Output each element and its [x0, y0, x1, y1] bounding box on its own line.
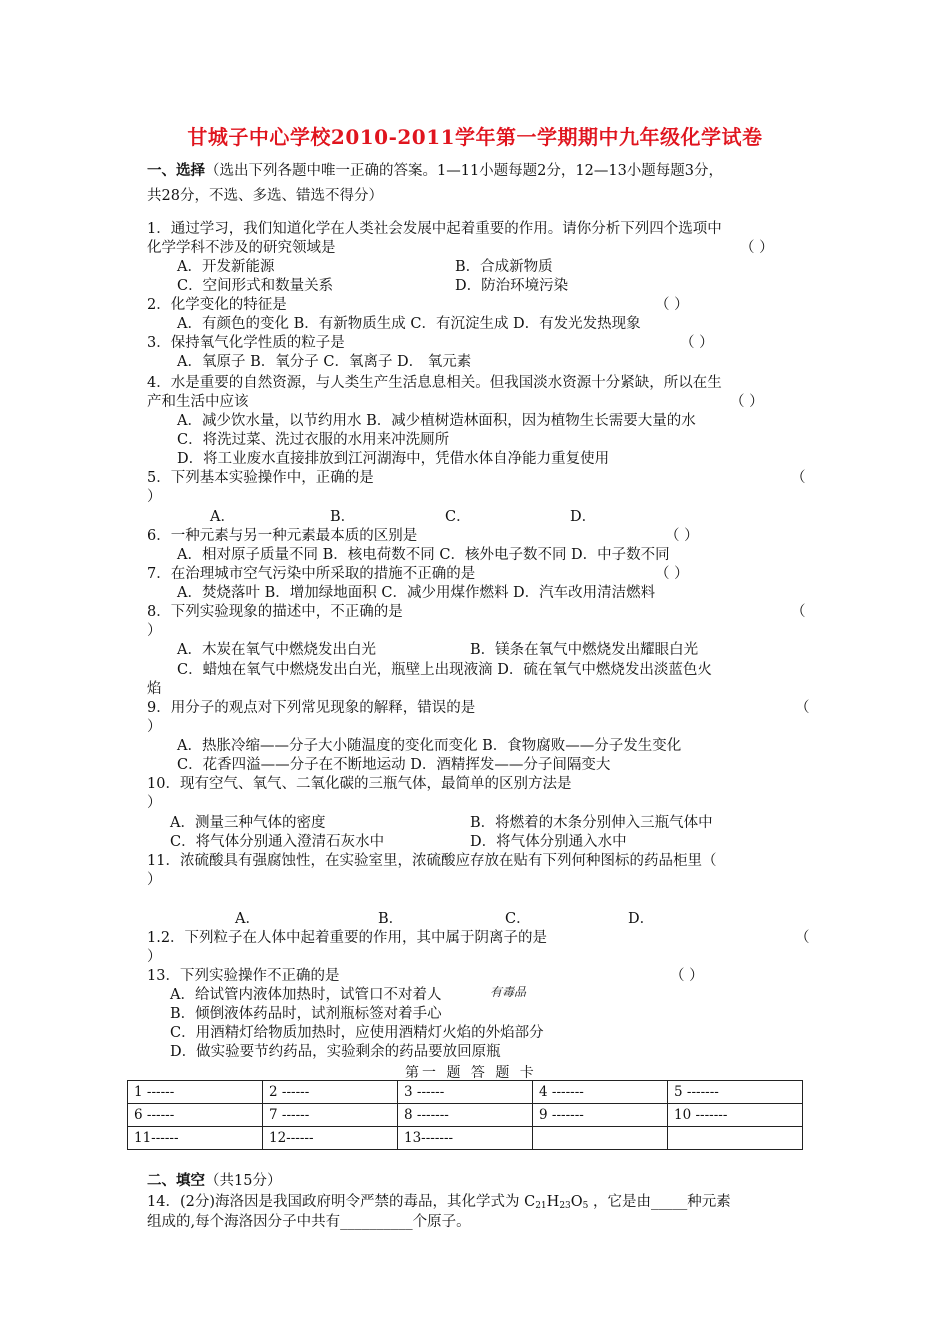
q2-options: A．有颜色的变化 B．有新物质生成 C．有沉淀生成 D．有发光发热现象 [177, 316, 641, 332]
q8-bracket-open: （ [791, 604, 806, 620]
section2-heading: 二、填空 [147, 1172, 205, 1189]
q5-option-d: D． [570, 509, 597, 525]
q8-options-cd-2: 焰 [147, 681, 162, 697]
q7-bracket: （ ） [655, 566, 689, 582]
q11-stem: 11．浓硫酸具有强腐蚀性，在实验室里，浓硫酸应存放在贴有下列何种图标的药品柜里（ [147, 853, 717, 869]
q9-stem: 9．用分子的观点对下列常见现象的解释，错误的是 [147, 700, 476, 716]
q10-option-c: C．将气体分别通入澄清石灰水中 [170, 834, 385, 850]
q1-option-c: C．空间形式和数量关系 [177, 278, 334, 294]
q13-option-b: B．倾倒液体药品时，试剂瓶标签对着手心 [170, 1006, 442, 1022]
q12-bracket-close: ） [147, 949, 162, 965]
q8-stem: 8．下列实验现象的描述中，不正确的是 [147, 604, 403, 620]
q9-bracket-open: （ [795, 700, 810, 716]
q6-options: A．相对原子质量不同 B．核电荷数不同 C．核外电子数不同 D．中子数不同 [177, 547, 670, 563]
q9-options-cd: C．花香四溢——分子在不断地运动 D．酒精挥发——分子间隔变大 [177, 757, 611, 773]
q2-bracket: （ ） [655, 297, 689, 313]
poison-label: 有毒品 [490, 985, 527, 999]
q13-bracket: （ ） [670, 968, 704, 984]
answer-cell [533, 1127, 668, 1150]
q10-stem: 10．现有空气、氧气、二氧化碳的三瓶气体，最简单的区别方法是 [147, 776, 572, 792]
answer-cell: 5 ------- [668, 1081, 803, 1104]
answer-cell: 11------ [128, 1127, 263, 1150]
q5-bracket-close: ） [147, 489, 162, 505]
q5-stem: 5．下列基本实验操作中，正确的是 [147, 470, 374, 486]
q13-option-d: D．做实验要节约药品，实验剩余的药品要放回原瓶 [170, 1044, 501, 1060]
answer-cell: 13------- [398, 1127, 533, 1150]
q11-option-b: B． [378, 911, 404, 927]
answer-cell: 4 ------- [533, 1081, 668, 1104]
q1-bracket: （ ） [740, 240, 774, 256]
table-row [128, 1104, 803, 1127]
answer-cell: 7 ------ [263, 1104, 398, 1127]
q14-stem: 14．(2分)海洛因是我国政府明令严禁的毒品，其化学式为 $C_{21}H_{23}O_5$ ，它是由_____种元素 [147, 1194, 731, 1211]
answer-cell: 2 ------ [263, 1081, 398, 1104]
q9-options-ab: A．热胀冷缩——分子大小随温度的变化而变化 B．食物腐败——分子发生变化 [177, 738, 682, 754]
section1-intro-2: 共28分，不选、多选、错选不得分） [147, 188, 383, 204]
q5-option-c: C． [445, 509, 471, 525]
answer-cell [668, 1127, 803, 1150]
q9-bracket-close: ） [147, 719, 162, 735]
q11-option-c: C． [505, 911, 531, 927]
table-row [128, 1127, 803, 1150]
q3-options: A．氧原子 B．氧分子 C．氧离子 D． 氧元素 [177, 354, 472, 370]
q6-stem: 6．一种元素与另一种元素最本质的区别是 [147, 528, 418, 544]
q14-stem-2: 组成的,每个海洛因分子中共有__________个原子。 [147, 1214, 471, 1230]
q10-option-d: D．将气体分别通入水中 [470, 834, 627, 850]
q10-option-a: A．测量三种气体的密度 [170, 815, 326, 831]
q11-option-d: D． [628, 911, 655, 927]
q11-option-a: A． [235, 911, 260, 927]
q6-bracket: （ ） [665, 528, 699, 544]
q12-bracket-open: （ [795, 930, 810, 946]
answer-card-title: 第一 题 答 题 卡 [405, 1065, 537, 1081]
answer-cell: 1 ------ [128, 1081, 263, 1104]
answer-card-table [127, 1080, 803, 1150]
q8-option-b: B．镁条在氧气中燃烧发出耀眼白光 [470, 642, 699, 658]
q4-option-d: D．将工业废水直接排放到江河湖海中，凭借水体自净能力重复使用 [177, 451, 610, 467]
q4-bracket: （ ） [730, 394, 764, 410]
q2-stem: 2．化学变化的特征是 [147, 297, 287, 313]
table-row [128, 1081, 803, 1104]
q8-option-a: A．木炭在氧气中燃烧发出白光 [177, 642, 376, 658]
q1-option-b: B．合成新物质 [455, 259, 553, 275]
q10-option-b: B．将燃着的木条分别伸入三瓶气体中 [470, 815, 713, 831]
q1-option-a: A．开发新能源 [177, 259, 275, 275]
q3-bracket: （ ） [680, 335, 714, 351]
q4-stem: 4．水是重要的自然资源，与人类生产生活息息相关。但我国淡水资源十分紧缺，所以在生 [147, 375, 722, 391]
q12-stem: 1.2．下列粒子在人体中起着重要的作用，其中属于阴离子的是 [147, 930, 548, 946]
q13-option-a: A．给试管内液体加热时，试管口不对着人 [170, 987, 442, 1003]
q4-stem-2: 产和生活中应该 [147, 394, 249, 410]
q1-option-d: D．防治环境污染 [455, 278, 569, 294]
q1-stem-2: 化学学科不涉及的研究领域是 [147, 240, 336, 256]
q10-bracket-close: ） [147, 795, 162, 811]
q1-stem: 1．通过学习，我们知道化学在人类社会发展中起着重要的作用。请你分析下列四个选项中 [147, 221, 722, 237]
section1-heading: 一、选择 [147, 162, 205, 179]
answer-cell: 3 ------ [398, 1081, 533, 1104]
q13-stem: 13．下列实验操作不正确的是 [147, 968, 340, 984]
q8-options-cd: C．蜡烛在氧气中燃烧发出白光，瓶壁上出现液滴 D．硫在氧气中燃烧发出淡蓝色火 [177, 662, 712, 678]
q5-option-a: A． [210, 509, 235, 525]
page-title: 甘城子中心学校2010-2011学年第一学期期中九年级化学试卷 [187, 125, 763, 149]
answer-cell: 6 ------ [128, 1104, 263, 1127]
q5-bracket-open: （ [791, 470, 806, 486]
q5-option-b: B． [330, 509, 356, 525]
answer-cell: 8 ------- [398, 1104, 533, 1127]
q13-option-c: C．用酒精灯给物质加热时，应使用酒精灯火焰的外焰部分 [170, 1025, 544, 1041]
q8-bracket-close: ） [147, 623, 162, 639]
answer-cell: 10 ------- [668, 1104, 803, 1127]
answer-cell: 12------ [263, 1127, 398, 1150]
q4-options-ab: A．减少饮水量，以节约用水 B．减少植树造林面积，因为植物生长需要大量的水 [177, 413, 696, 429]
answer-cell: 9 ------- [533, 1104, 668, 1127]
q7-options: A．焚烧落叶 B．增加绿地面积 C．减少用煤作燃料 D．汽车改用清洁燃料 [177, 585, 656, 601]
q7-stem: 7．在治理城市空气污染中所采取的措施不正确的是 [147, 566, 476, 582]
q4-option-c: C．将洗过菜、洗过衣服的水用来冲洗厕所 [177, 432, 450, 448]
q3-stem: 3．保持氧气化学性质的粒子是 [147, 335, 345, 351]
q11-bracket-close: ） [147, 872, 162, 888]
section1-intro: 一、选择（选出下列各题中唯一正确的答案。1—11小题每题2分，12—13小题每题3分， [147, 162, 724, 179]
section2-heading-line: 二、填空（共15分） [147, 1172, 282, 1189]
